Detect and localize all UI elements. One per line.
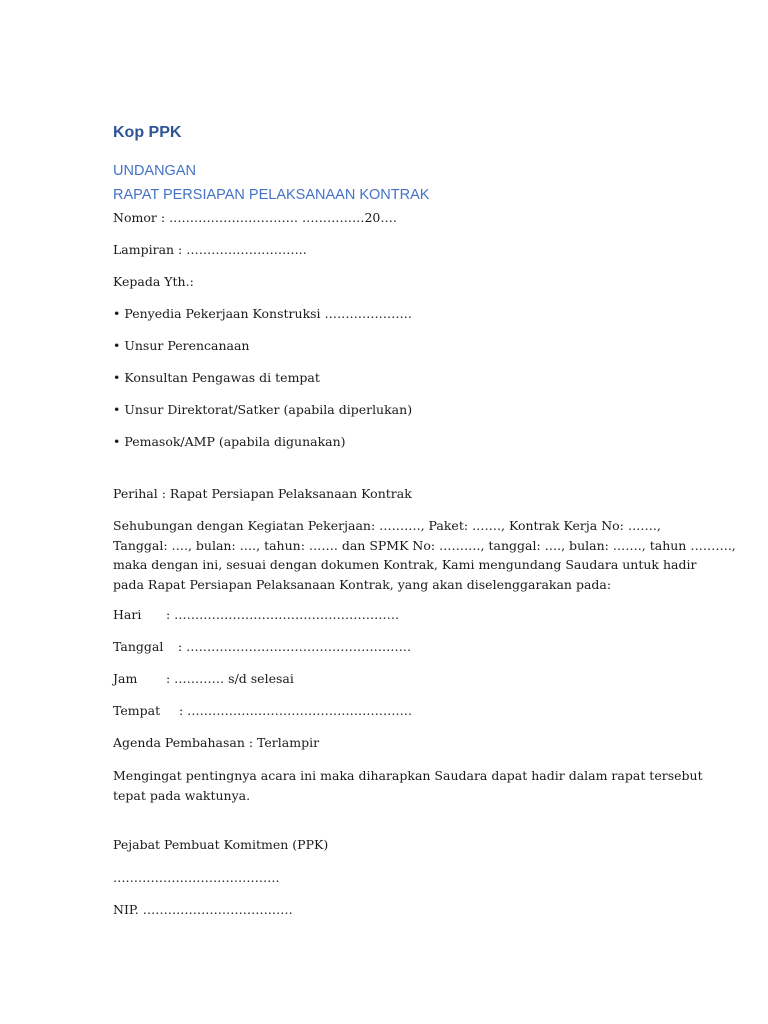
document-subtitle: RAPAT PERSIAPAN PELAKSANAAN KONTRAK (113, 187, 430, 203)
tanggal-line (113, 638, 411, 656)
letterhead-placeholder: Kop PPK (113, 124, 182, 141)
tempat-line (113, 702, 412, 720)
document-title: UNDANGAN (113, 163, 196, 179)
signature-name-line: …………………………………. (113, 870, 280, 885)
closing-line: tepat pada waktunya. (113, 787, 251, 803)
perihal-line: Perihal : Rapat Persiapan Pelaksanaan Kontrak (113, 486, 412, 501)
hari-value: : ……………………………………………… (166, 607, 400, 622)
recipient-item: • Penyedia Pekerjaan Konstruksi ………………… (113, 306, 413, 321)
hari-label: Hari (113, 607, 142, 622)
recipient-item: • Pemasok/AMP (apabila digunakan) (113, 434, 346, 449)
body-line: maka dengan ini, sesuai dengan dokumen Kontrak, Kami mengundang Saudara untuk hadir (113, 557, 697, 572)
lampiran-line: Lampiran : ……………………….. (113, 242, 307, 257)
body-line: Sehubungan dengan Kegiatan Pekerjaan: ………., Paket: ……., Kontrak Kerja No: ……., (113, 518, 661, 533)
jam-label: Jam (113, 671, 138, 686)
jam-line (113, 670, 294, 688)
signature-nip: NIP. ……………………………… (113, 902, 293, 917)
closing-paragraph (113, 766, 703, 805)
recipient-item: • Konsultan Pengawas di tempat (113, 370, 320, 385)
agenda-line: Agenda Pembahasan : Terlampir (113, 735, 320, 750)
nomor-line (113, 209, 397, 227)
body-line: Tanggal: …., bulan: …., tahun: ……. dan SPMK No: ………., tanggal: …., bulan: ……., tahun ………., (113, 537, 736, 553)
hari-line (113, 606, 399, 624)
body-line: pada Rapat Persiapan Pelaksanaan Kontrak, yang akan diselenggarakan pada: (113, 576, 612, 592)
tanggal-value: : ……………………………………………… (178, 639, 412, 654)
body-paragraph (113, 516, 736, 594)
recipient-item: • Unsur Perencanaan (113, 338, 250, 353)
nomor-value: : …………………………. ……………20…. (160, 210, 397, 225)
nomor-label: Nomor (113, 210, 157, 225)
recipients-heading: Kepada Yth.: (113, 274, 194, 289)
tempat-label: Tempat (113, 703, 161, 718)
signature-title: Pejabat Pembuat Komitmen (PPK) (113, 837, 329, 852)
tanggal-label: Tanggal (113, 639, 164, 654)
recipient-item: • Unsur Direktorat/Satker (apabila diperlukan) (113, 402, 413, 417)
tempat-value: : ……………………………………………… (179, 703, 413, 718)
closing-line: Mengingat pentingnya acara ini maka diharapkan Saudara dapat hadir dalam rapat tersebut (113, 768, 703, 783)
jam-value: : ………… s/d selesai (166, 671, 294, 686)
